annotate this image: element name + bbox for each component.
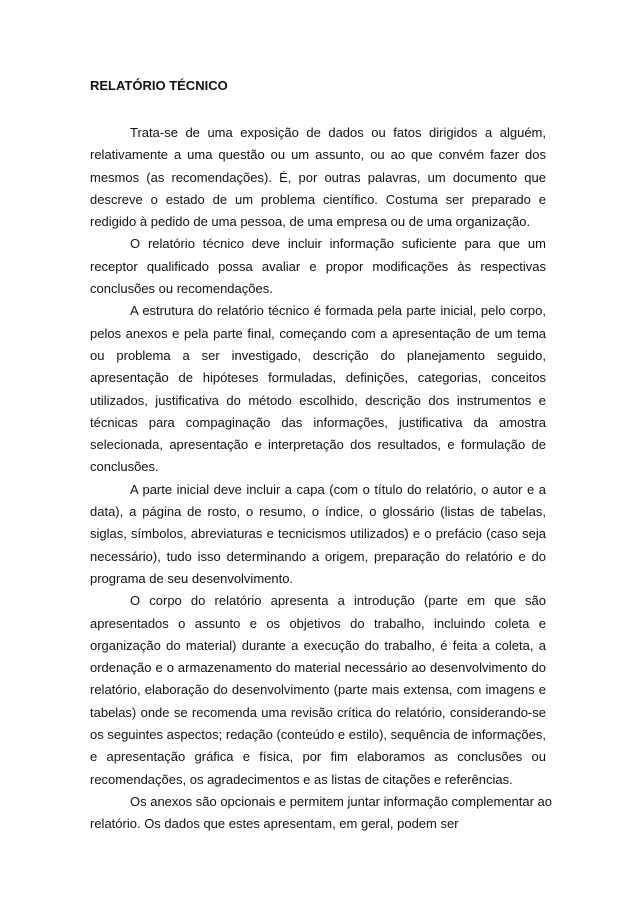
text-line: relatório, elaboração do desenvolvimento (parte mais extensa, com imagens e	[90, 682, 546, 698]
text-line: os seguintes aspectos; redação (conteúdo e estilo), sequência de informações,	[90, 727, 546, 743]
text-line: programa de seu desenvolvimento.	[90, 570, 294, 586]
text-line: e apresentação gráfica e física, por fim elaboramos as conclusões ou	[90, 749, 546, 765]
text-line: A parte inicial deve incluir a capa (com o título do relatório, o autor e a	[130, 481, 546, 497]
document-title: RELATÓRIO TÉCNICO	[90, 78, 228, 93]
text-line: ordenação e o armazenamento do material necessário ao desenvolvimento do	[90, 660, 546, 676]
text-line: A estrutura do relatório técnico é formada pela parte inicial, pelo corpo,	[130, 303, 546, 319]
text-line: receptor qualificado possa avaliar e propor modificações às respectivas	[90, 258, 546, 274]
text-line: conclusões ou recomendações.	[90, 281, 273, 297]
text-line: O relatório técnico deve incluir informação suficiente para que um	[130, 236, 546, 252]
text-line: Trata-se de uma exposição de dados ou fatos dirigidos a alguém,	[130, 125, 546, 140]
text-line: recomendações, os agradecimentos e as listas de citações e referências.	[90, 771, 513, 787]
text-line: apresentação de hipóteses formuladas, definições, categorias, conceitos	[90, 370, 546, 386]
text-line: utilizados, justificativa do método escolhido, descrição dos instrumentos e	[90, 392, 546, 408]
text-line: O corpo do relatório apresenta a introdução (parte em que são	[130, 593, 546, 609]
text-line: descreve o estado de um problema científico. Costuma ser preparado e	[90, 191, 546, 207]
text-line: apresentados o assunto e os objetivos do trabalho, incluindo coleta e	[90, 615, 546, 631]
paragraph-body-part	[90, 590, 546, 791]
text-line: mesmos (as recomendações). É, por outras palavras, um documento que	[90, 169, 546, 185]
paragraph-information	[90, 233, 546, 300]
text-line: conclusões.	[90, 459, 159, 475]
paragraph-intro	[90, 122, 546, 233]
text-line: tabelas) onde se recomenda uma revisão crítica do relatório, considerando-se	[90, 704, 546, 720]
text-line: redigido à pedido de uma pessoa, de uma empresa ou de uma organização.	[90, 214, 531, 230]
text-line: pelos anexos e pela parte final, começando com a apresentação de um tema	[90, 325, 546, 341]
document-body	[90, 122, 552, 836]
paragraph-annexes	[90, 791, 552, 836]
text-line: técnicas para compaginação das informações, justificativa da amostra	[90, 414, 546, 430]
text-line: organização do material) durante a execução do trabalho, é feita a coleta, a	[90, 637, 546, 653]
text-line: necessário), tudo isso determinando a origem, preparação do relatório e do	[90, 548, 546, 564]
text-line: siglas, símbolos, abreviaturas e tecnicismos utilizados) e o prefácio (caso seja	[90, 526, 546, 542]
paragraph-initial-part	[90, 479, 546, 590]
text-line: Os anexos são opcionais e permitem juntar informação complementar ao	[130, 793, 552, 809]
text-line: relatório. Os dados que estes apresentam, em geral, podem ser	[90, 816, 459, 832]
text-line: relativamente a uma questão ou um assunto, ou ao que convém fazer dos	[90, 147, 546, 163]
paragraph-structure	[90, 300, 546, 478]
text-line: selecionada, apresentação e interpretação dos resultados, e formulação de	[90, 437, 546, 453]
text-line: ou problema a ser investigado, descrição do planejamento seguido,	[90, 347, 546, 363]
text-line: data), a página de rosto, o resumo, o índice, o glossário (listas de tabelas,	[90, 504, 546, 520]
